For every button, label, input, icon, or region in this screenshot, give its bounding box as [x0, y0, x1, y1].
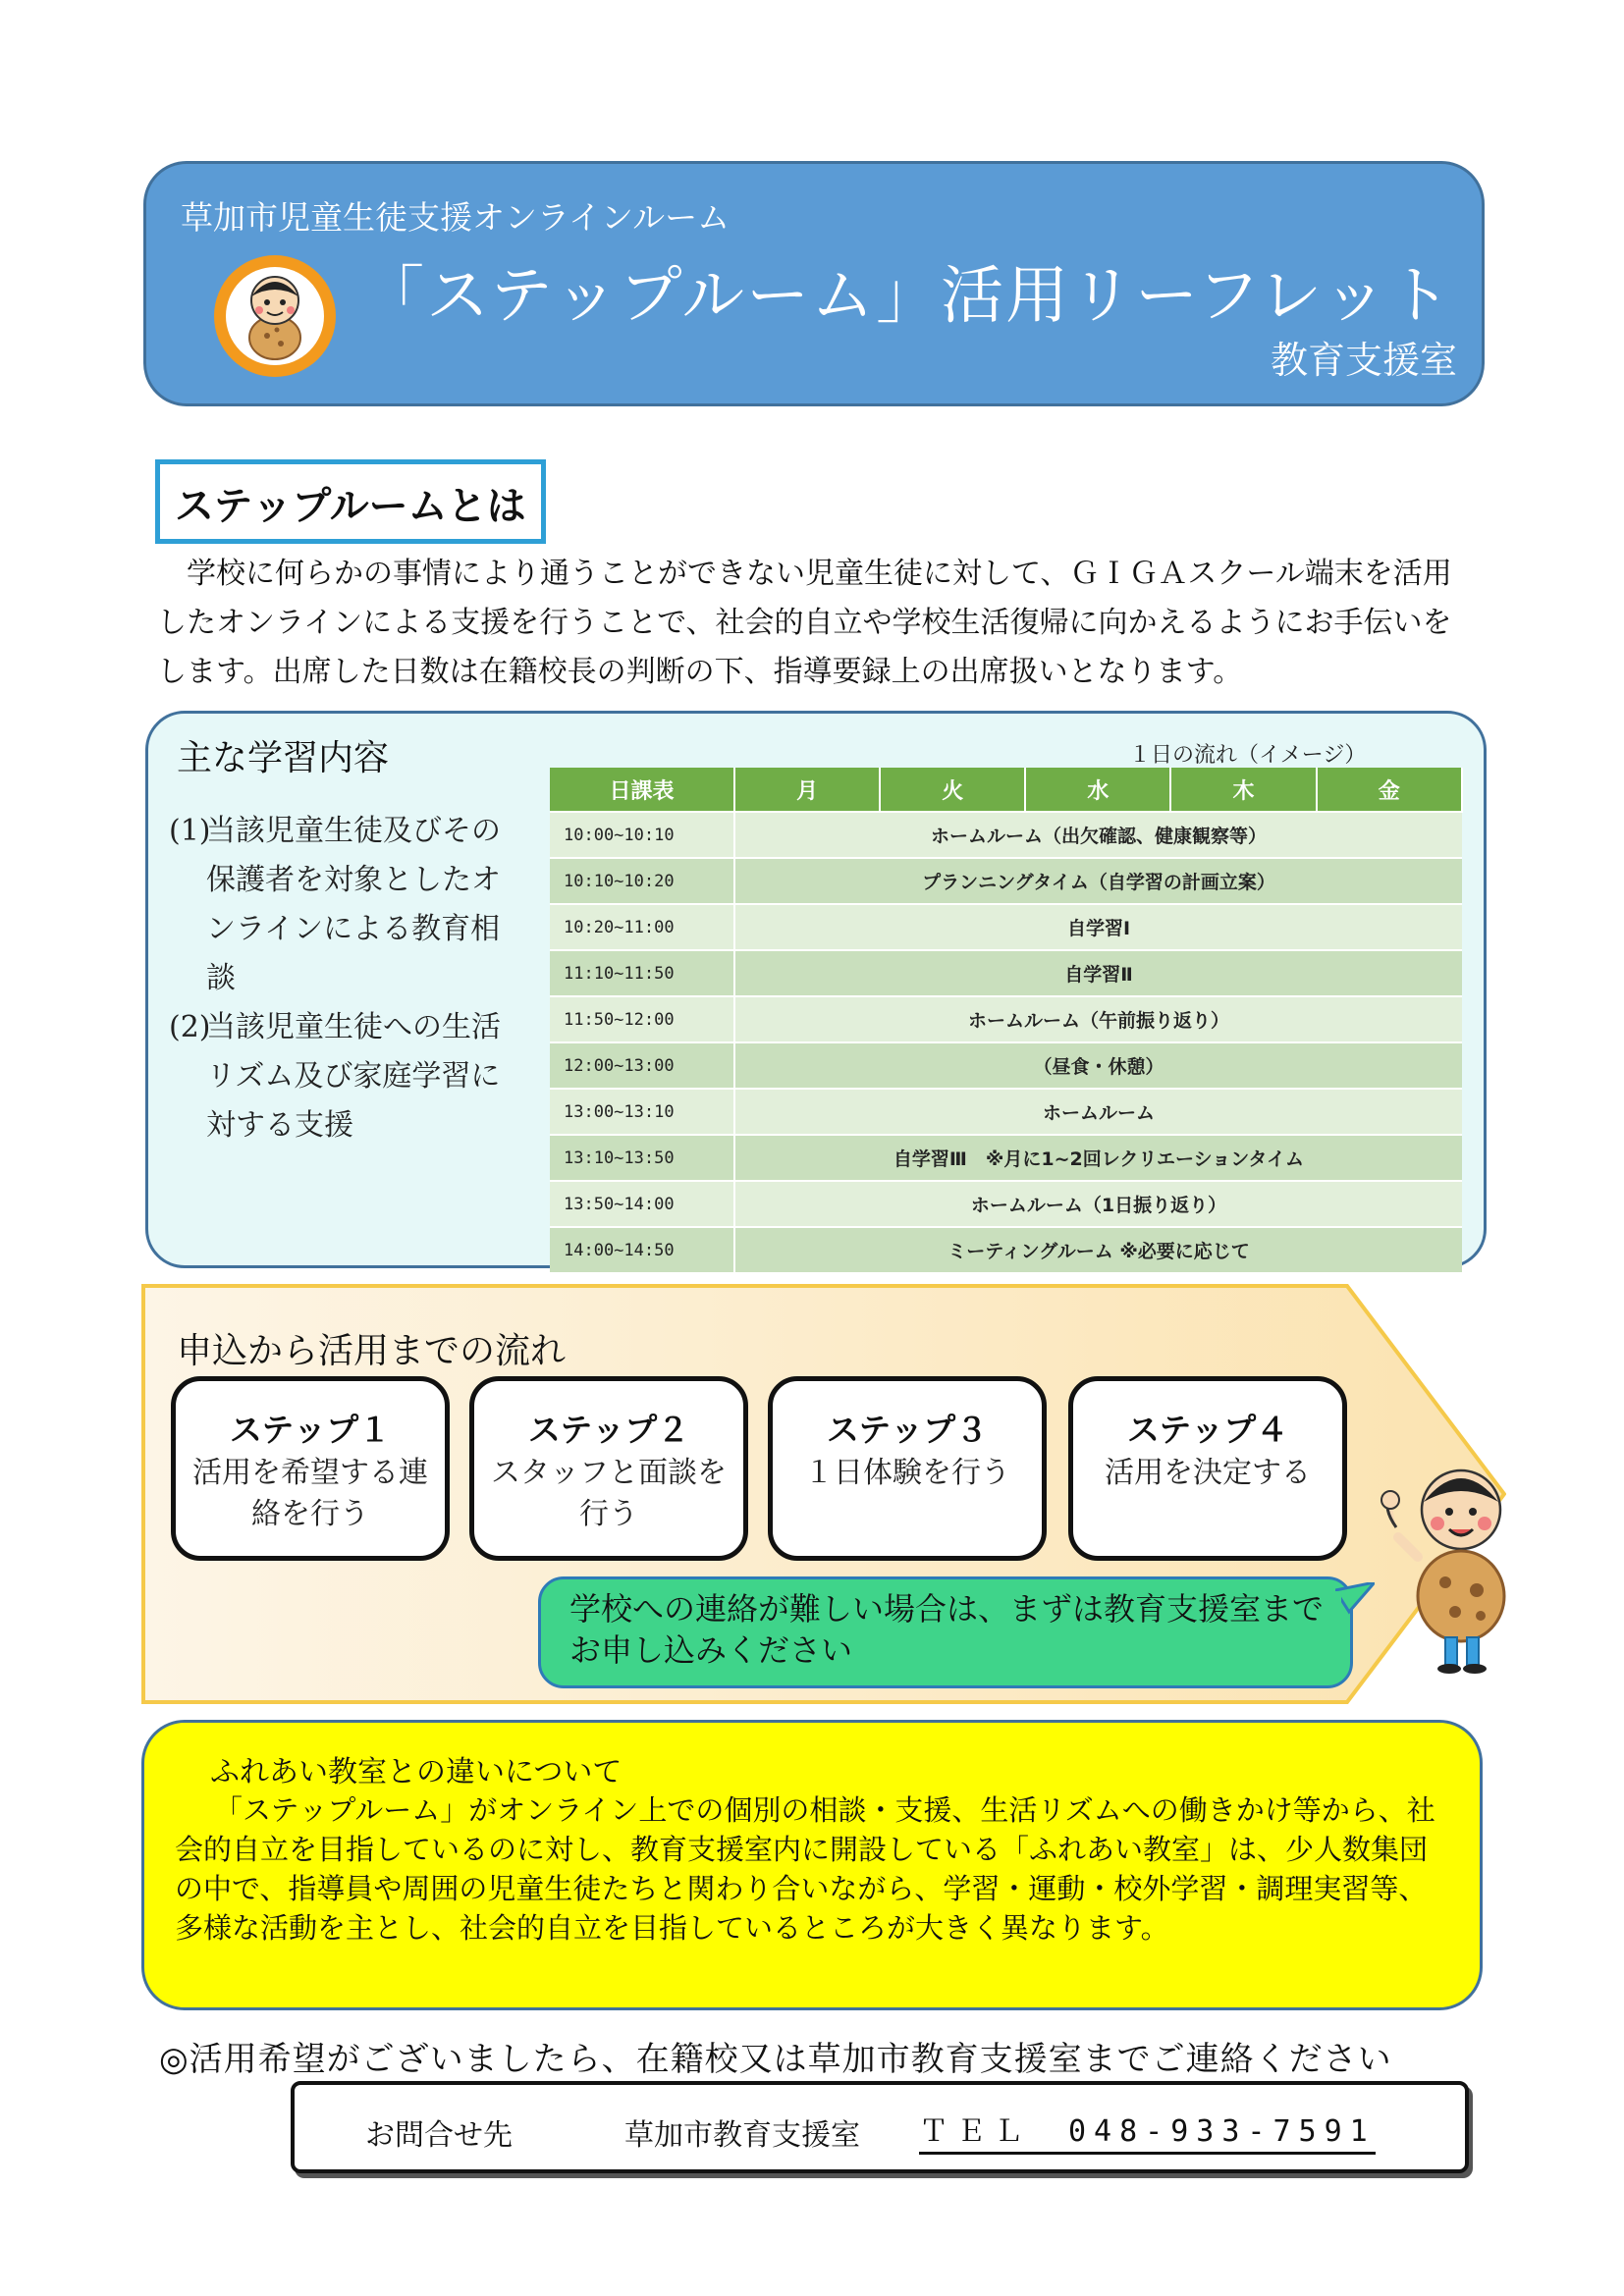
schedule-activity: ホームルーム	[734, 1089, 1462, 1135]
schedule-time: 13:00~13:10	[550, 1089, 734, 1135]
table-row	[550, 996, 1462, 1042]
schedule-activity: ホームルーム（1日振り返り）	[734, 1181, 1462, 1227]
page-title: 「ステップルーム」活用リーフレット	[361, 260, 1453, 333]
table-row	[550, 1181, 1462, 1227]
schedule-time: 13:10~13:50	[550, 1135, 734, 1181]
schedule-time: 10:20~11:00	[550, 904, 734, 950]
difference-text: 「ステップルーム」がオンライン上での個別の相談・支援、生活リズムへの働きかけ等から、社会的自立を目指しているのに対し、教育支援室内に開設している「ふれあい教室」は、少人数集団の中で、指導員や周囲の児童生徒たちと関わり合いながら、学習・運動・校外学習・調理実習等、多様な活動を主とし、社会的自立を目指しているところが大きく異なります。	[175, 1793, 1435, 1945]
schedule-table	[550, 768, 1463, 1272]
step-card	[469, 1376, 748, 1561]
schedule-time: 10:10~10:20	[550, 858, 734, 904]
schedule-time: 13:50~14:00	[550, 1181, 734, 1227]
step-card	[1068, 1376, 1347, 1561]
schedule-activity: 自学習Ⅲ ※月に1~2回レクリエーションタイム	[734, 1135, 1462, 1181]
step-description: １日体験を行う	[804, 1456, 1010, 1490]
learning-heading: 主な学習内容	[177, 738, 390, 778]
schedule-time: 11:10~11:50	[550, 950, 734, 996]
step-description: スタッフと面談を行う	[491, 1456, 727, 1531]
step-title: ステップ１	[229, 1411, 392, 1449]
schedule-header: 木	[1170, 768, 1316, 812]
learning-item	[169, 807, 522, 1003]
table-row	[550, 1042, 1462, 1089]
schedule-activity: 自学習Ⅰ	[734, 904, 1462, 950]
schedule-caption: １日の流れ（イメージ）	[1129, 743, 1367, 768]
step-title: ステップ４	[1126, 1411, 1289, 1449]
step-title: ステップ２	[527, 1411, 690, 1449]
table-row	[550, 1135, 1462, 1181]
learning-item	[169, 1003, 522, 1150]
schedule-header: 月	[734, 768, 880, 812]
schedule-header: 水	[1025, 768, 1170, 812]
step-description: 活用を決定する	[1105, 1456, 1311, 1490]
about-heading: ステップルームとは	[175, 484, 526, 529]
contact-notice: ◎活用希望がございましたら、在籍校又は草加市教育支援室までご連絡ください	[159, 2040, 1392, 2079]
table-row	[550, 1227, 1462, 1272]
learning-item-text: 当該児童生徒への生活リズム及び家庭学習に対する支援	[206, 1010, 501, 1143]
table-row	[550, 950, 1462, 996]
about-text: 学校に何らかの事情により通うことができない児童生徒に対して、ＧＩＧＡスクール端末を活用したオンラインによる支援を行うことで、社会的自立や学校生活復帰に向かえるようにお手伝いをします。出席した日数は在籍校長の判断の下、指導要録上の出席扱いとなります。	[157, 557, 1452, 689]
schedule-activity: ホームルーム（出欠確認、健康観察等）	[734, 812, 1462, 858]
schedule-activity: プランニングタイム（自学習の計画立案）	[734, 858, 1462, 904]
schedule-activity: ホームルーム（午前振り返り）	[734, 996, 1462, 1042]
schedule-header-row	[550, 768, 1462, 812]
contact-phone: ＴＥＬ 048-933-7591	[919, 2107, 1376, 2155]
speech-bubble-text: 学校への連絡が難しい場合は、まずは教育支援室までお申し込みください	[569, 1590, 1325, 1669]
header-subtitle: 草加市児童生徒支援オンラインルーム	[181, 198, 731, 237]
contact-label: お問合せ先	[365, 2118, 513, 2153]
schedule-activity: ミーティングルーム ※必要に応じて	[734, 1227, 1462, 1272]
learning-item-number: (1)	[169, 814, 211, 848]
mascot-logo-icon	[212, 253, 338, 379]
schedule-time: 14:00~14:50	[550, 1227, 734, 1272]
schedule-activity: （昼食・休憩）	[734, 1042, 1462, 1089]
table-row	[550, 904, 1462, 950]
table-row	[550, 1089, 1462, 1135]
schedule-time: 10:00~10:10	[550, 812, 734, 858]
schedule-header: 日課表	[550, 768, 734, 812]
schedule-time: 12:00~13:00	[550, 1042, 734, 1089]
speech-bubble-tail-icon	[1335, 1582, 1375, 1622]
step-card	[171, 1376, 450, 1561]
learning-item-number: (2)	[169, 1010, 211, 1044]
table-row	[550, 812, 1462, 858]
schedule-header: 火	[880, 768, 1025, 812]
schedule-time: 11:50~12:00	[550, 996, 734, 1042]
schedule-activity: 自学習Ⅱ	[734, 950, 1462, 996]
step-title: ステップ３	[826, 1411, 989, 1449]
step-description: 活用を希望する連絡を行う	[192, 1456, 428, 1531]
step-card	[768, 1376, 1047, 1561]
contact-organization: 草加市教育支援室	[624, 2118, 860, 2153]
difference-heading: ふれあい教室との違いについて	[210, 1755, 623, 1789]
department-label: 教育支援室	[1270, 339, 1457, 382]
mascot-waving-icon	[1377, 1459, 1524, 1675]
learning-item-text: 当該児童生徒及びその保護者を対象としたオンラインによる教育相談	[206, 814, 501, 995]
flow-heading: 申込から活用までの流れ	[177, 1331, 567, 1371]
schedule-header: 金	[1317, 768, 1462, 812]
table-row	[550, 858, 1462, 904]
